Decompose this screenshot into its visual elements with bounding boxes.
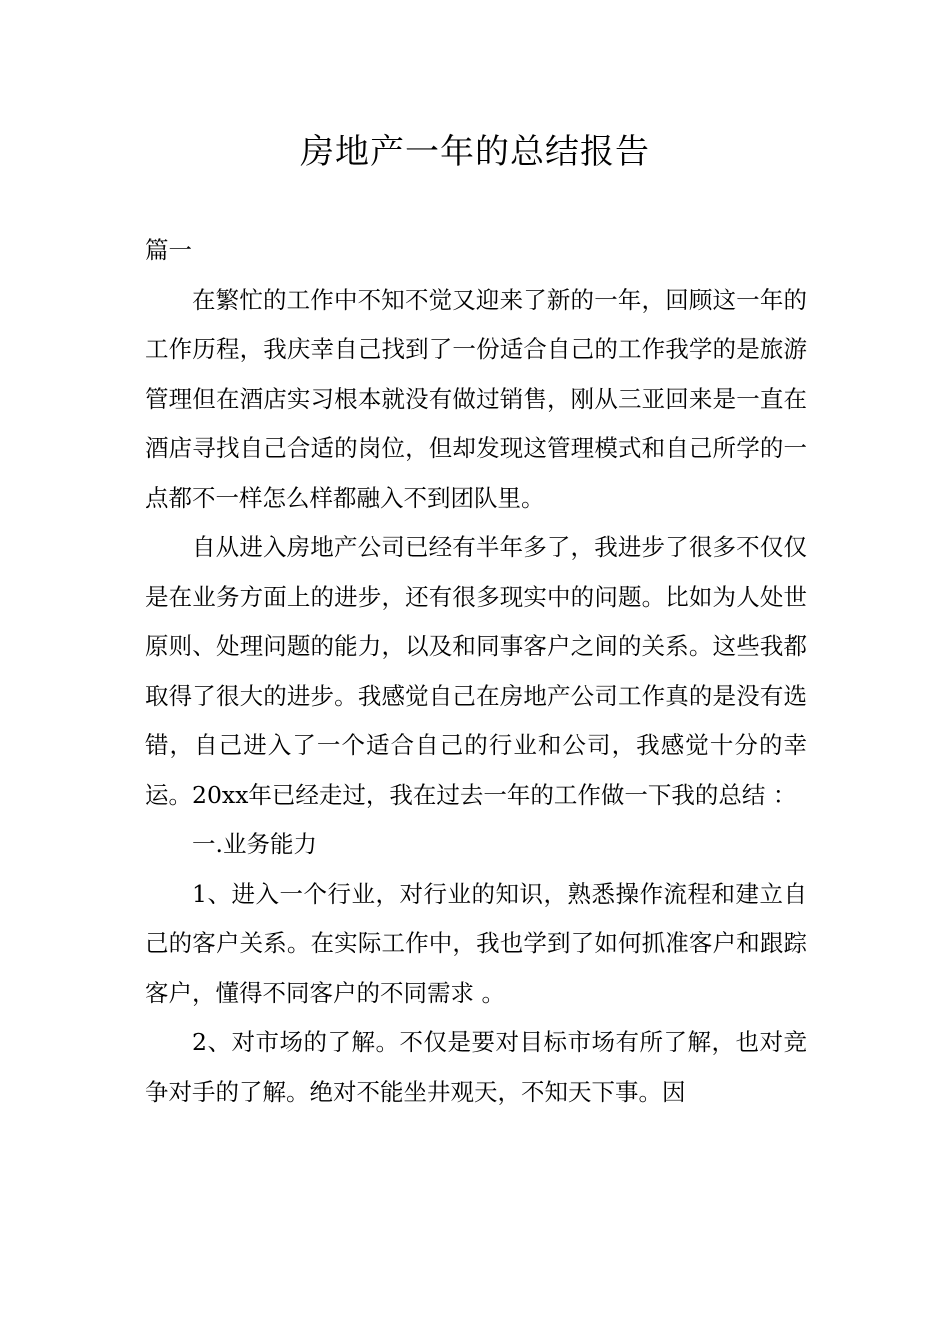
document-title: 房地产一年的总结报告 bbox=[300, 132, 650, 172]
paragraph-point-2: 2、对市场的了解。不仅是要对目标市场有所了解，也对竞争对手的了解。绝对不能坐井观天，不知天下事。因 bbox=[145, 1028, 807, 1106]
section-label: 篇一 bbox=[145, 236, 192, 264]
paragraph-point-1: 1、进入一个行业，对行业的知识，熟悉操作流程和建立自己的客户关系。在实际工作中，我也学到了如何抓准客户和跟踪客户，懂得不同客户的不同需求 。 bbox=[145, 879, 807, 1007]
subheading-business-ability: 一.业务能力 bbox=[192, 830, 317, 858]
paragraph-intro: 在繁忙的工作中不知不觉又迎来了新的一年，回顾这一年的工作历程，我庆幸自己找到了一份适合自己的工作我学的是旅游管理但在酒店实习根本就没有做过销售，刚从三亚回来是一直在酒店寻找自己合适的岗位，但却发现这管理模式和自己所学的一点都不一样怎么样都融入不到团队里。 bbox=[145, 285, 807, 512]
document-body bbox=[145, 226, 807, 1117]
paragraph-progress: 自从进入房地产公司已经有半年多了，我进步了很多不仅仅是在业务方面上的进步，还有很多现实中的问题。比如为人处世原则、处理问题的能力，以及和同事客户之间的关系。这些我都取得了很大的进步。我感觉自己在房地产公司工作真的是没有选错，自己进入了一个适合自己的行业和公司，我感觉十分的幸运。20xx年已经走过，我在过去一年的工作做一下我的总结 ： bbox=[145, 533, 807, 809]
